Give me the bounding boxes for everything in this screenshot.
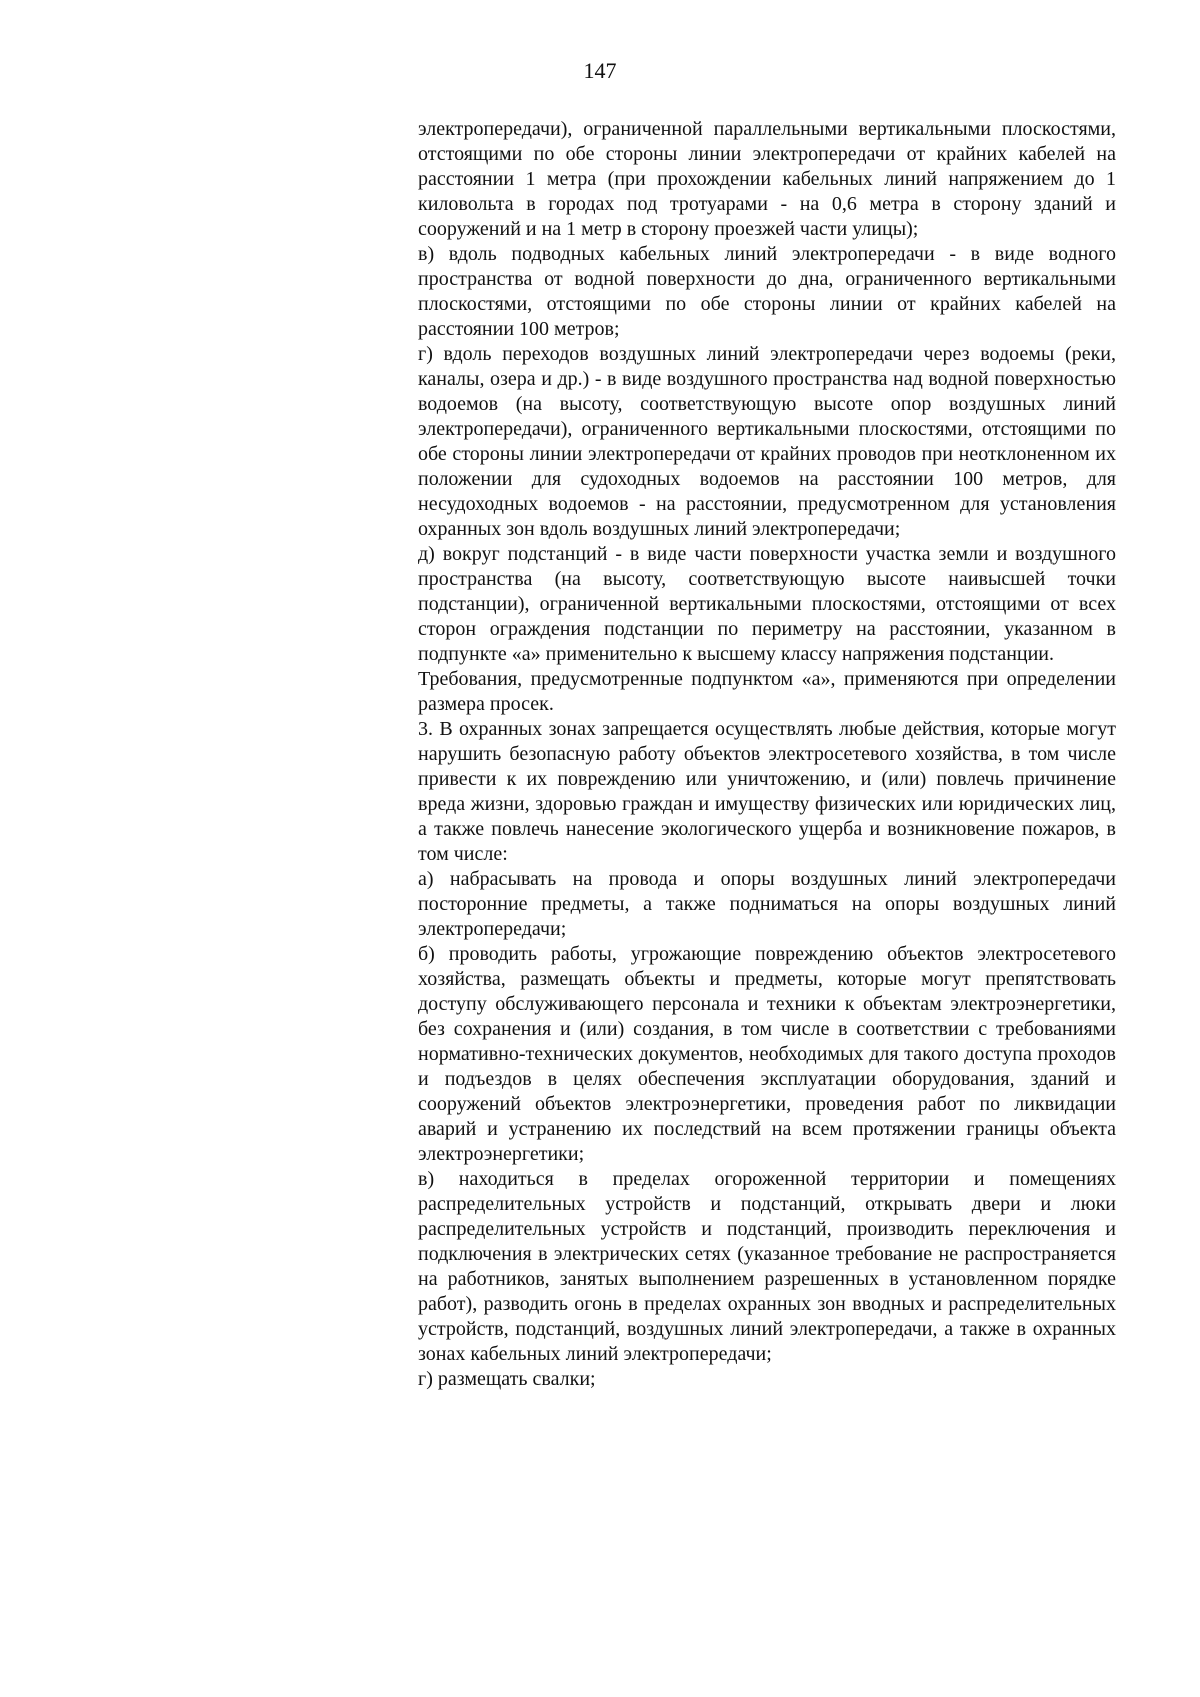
paragraph-item-g: г) вдоль переходов воздушных линий электропередачи через водоемы (реки, каналы, озера и др.) - в виде воздушного пространства над водной поверхностью водоемов (на высоту, соответствующую высоте опор воздушных линий электропередачи), ограниченного вертикальными плоскостями, отстоящими по обе стороны линии электропередачи от крайних проводов при неотклоненном их положении для судоходных водоемов на расстоянии 100 метров, для несудоходных водоемов - на расстоянии, предусмотренном для установления охранных зон вдоль воздушных линий электропередачи;	[418, 343, 1116, 540]
paragraph-prohibition-v: в) находиться в пределах огороженной территории и помещениях распределительных устройств и подстанций, открывать двери и люки распределительных устройств и подстанций, производить переключения и подключения в электрических сетях (указанное требование не распространяется на работников, занятых выполнением разрешенных в установленном порядке работ), разводить огонь в пределах охранных зон вводных и распределительных устройств, подстанций, воздушных линий электропередачи, а также в охранных зонах кабельных линий электропередачи;	[418, 1168, 1116, 1365]
paragraph-continuation: электропередачи), ограниченной параллельными вертикальными плоскостями, отстоящими по обе стороны линии электропередачи от крайних кабелей на расстоянии 1 метра (при прохождении кабельных линий напряжением до 1 киловольта в городах под тротуарами - на 0,6 метра в сторону зданий и сооружений и на 1 метр в сторону проезжей части улицы);	[418, 118, 1116, 240]
page-number: 147	[583, 58, 617, 83]
paragraph-section-3: 3. В охранных зонах запрещается осуществлять любые действия, которые могут нарушить безопасную работу объектов электросетевого хозяйства, в том числе привести к их повреждению или уничтожению, и (или) повлечь причинение вреда жизни, здоровью граждан и имуществу физических или юридических лиц, а также повлечь нанесение экологического ущерба и возникновение пожаров, в том числе:	[418, 718, 1116, 865]
paragraph-prohibition-a: а) набрасывать на провода и опоры воздушных линий электропередачи посторонние предметы, а также подниматься на опоры воздушных линий электропередачи;	[418, 868, 1116, 940]
paragraph-requirements: Требования, предусмотренные подпунктом «а», применяются при определении размера просек.	[418, 668, 1116, 715]
body-text	[418, 117, 1116, 1392]
paragraph-item-d: д) вокруг подстанций - в виде части поверхности участка земли и воздушного пространства (на высоту, соответствующую высоте наивысшей точки подстанции), ограниченной вертикальными плоскостями, отстоящими от всех сторон ограждения подстанции по периметру на расстоянии, указанном в подпункте «а» применительно к высшему классу напряжения подстанции.	[418, 543, 1116, 665]
paragraph-item-v: в) вдоль подводных кабельных линий электропередачи - в виде водного пространства от водной поверхности до дна, ограниченного вертикальными плоскостями, отстоящими по обе стороны линии от крайних кабелей на расстоянии 100 метров;	[418, 243, 1116, 340]
paragraph-prohibition-b: б) проводить работы, угрожающие повреждению объектов электросетевого хозяйства, размещать объекты и предметы, которые могут препятствовать доступу обслуживающего персонала и техники к объектам электроэнергетики, без сохранения и (или) создания, в том числе в соответствии с требованиями нормативно-технических документов, необходимых для такого доступа проходов и подъездов в целях обеспечения эксплуатации оборудования, зданий и сооружений объектов электроэнергетики, проведения работ по ликвидации аварий и устранению их последствий на всем протяжении границы объекта электроэнергетики;	[418, 943, 1116, 1165]
paragraph-prohibition-g: г) размещать свалки;	[418, 1368, 596, 1390]
